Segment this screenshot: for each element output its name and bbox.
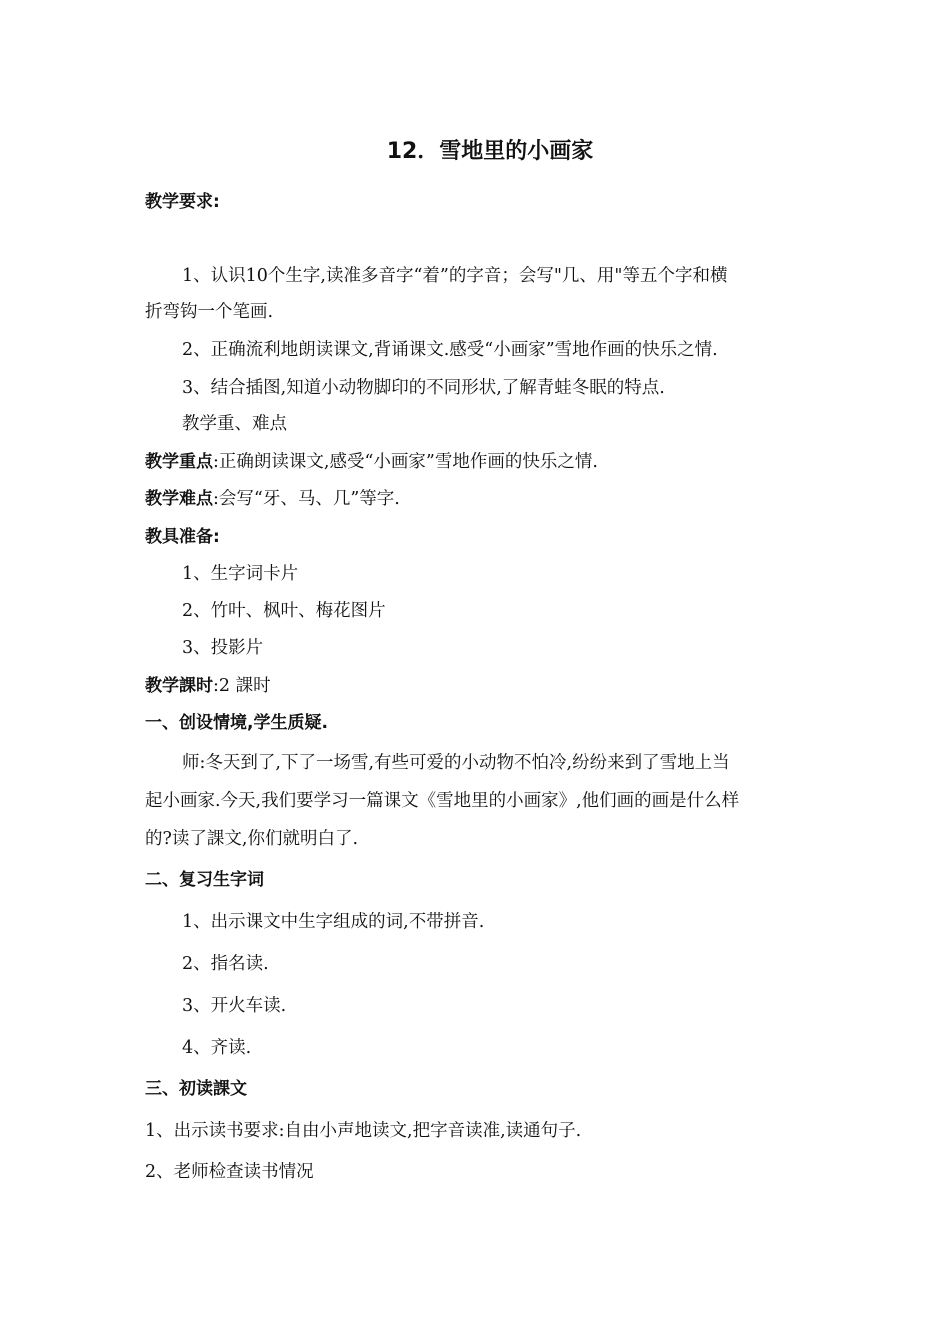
section-1-paragraph-line-2: 起小画家.今天,我们要学习一篇课文《雪地里的小画家》,他们画的画是什么样: [145, 791, 740, 811]
section-3-item-1: 1、出示读书要求:自由小声地读文,把字音读准,读通句子.: [145, 1121, 582, 1141]
requirement-2: 2、正确流利地朗读课文,背诵课文.感受“小画家”雪地作画的快乐之情.: [182, 340, 718, 360]
section-2-heading: 二、复习生字词: [145, 870, 264, 890]
key-point-text: :正确朗读课文,感受“小画家”雪地作画的快乐之情.: [213, 452, 598, 472]
class-hours-label: 教学課时: [145, 676, 213, 696]
class-hours-text: :2 課时: [213, 676, 271, 696]
materials-heading: 教具准备:: [145, 527, 220, 547]
focus-title: 教学重、难点: [182, 414, 287, 434]
difficulty-label: 教学难点: [145, 489, 213, 509]
page-title: 12．雪地里的小画家: [386, 139, 594, 164]
section-1-heading: 一、创设情境,学生质疑.: [145, 713, 328, 733]
class-hours: [145, 674, 271, 698]
section-3-heading: 三、初读課文: [145, 1079, 247, 1099]
section-1-paragraph-line-1: 师:冬天到了,下了一场雪,有些可爱的小动物不怕冷,纷纷来到了雪地上当: [182, 753, 730, 773]
requirement-1-line-2: 折弯钩一个笔画.: [145, 302, 274, 322]
requirement-1-line-1: 1、认识10个生字,读准多音字“着”的字音；会写"几、用"等五个字和横: [182, 266, 728, 286]
difficulty-point: [145, 487, 400, 511]
section-2-item: 1、出示课文中生字组成的词,不带拼音.: [182, 912, 485, 932]
material-item: 2、竹叶、枫叶、梅花图片: [182, 601, 386, 621]
material-item: 1、生字词卡片: [182, 564, 299, 584]
section-2-item: 4、齐读.: [182, 1038, 252, 1058]
key-point-label: 教学重点: [145, 452, 213, 472]
material-item: 3、投影片: [182, 638, 264, 658]
key-point: [145, 450, 598, 474]
section-2-item: 2、指名读.: [182, 954, 269, 974]
section-2-item: 3、开火车读.: [182, 996, 287, 1016]
difficulty-text: :会写“牙、马、几”等字.: [213, 489, 400, 509]
section-3-item-2: 2、老师检查读书情况: [145, 1162, 314, 1182]
section-1-paragraph-line-3: 的?读了課文,你们就明白了.: [145, 829, 359, 849]
requirement-3: 3、结合插图,知道小动物脚印的不同形状,了解青蛙冬眠的特点.: [182, 378, 665, 398]
requirements-heading: 教学要求:: [145, 192, 220, 212]
